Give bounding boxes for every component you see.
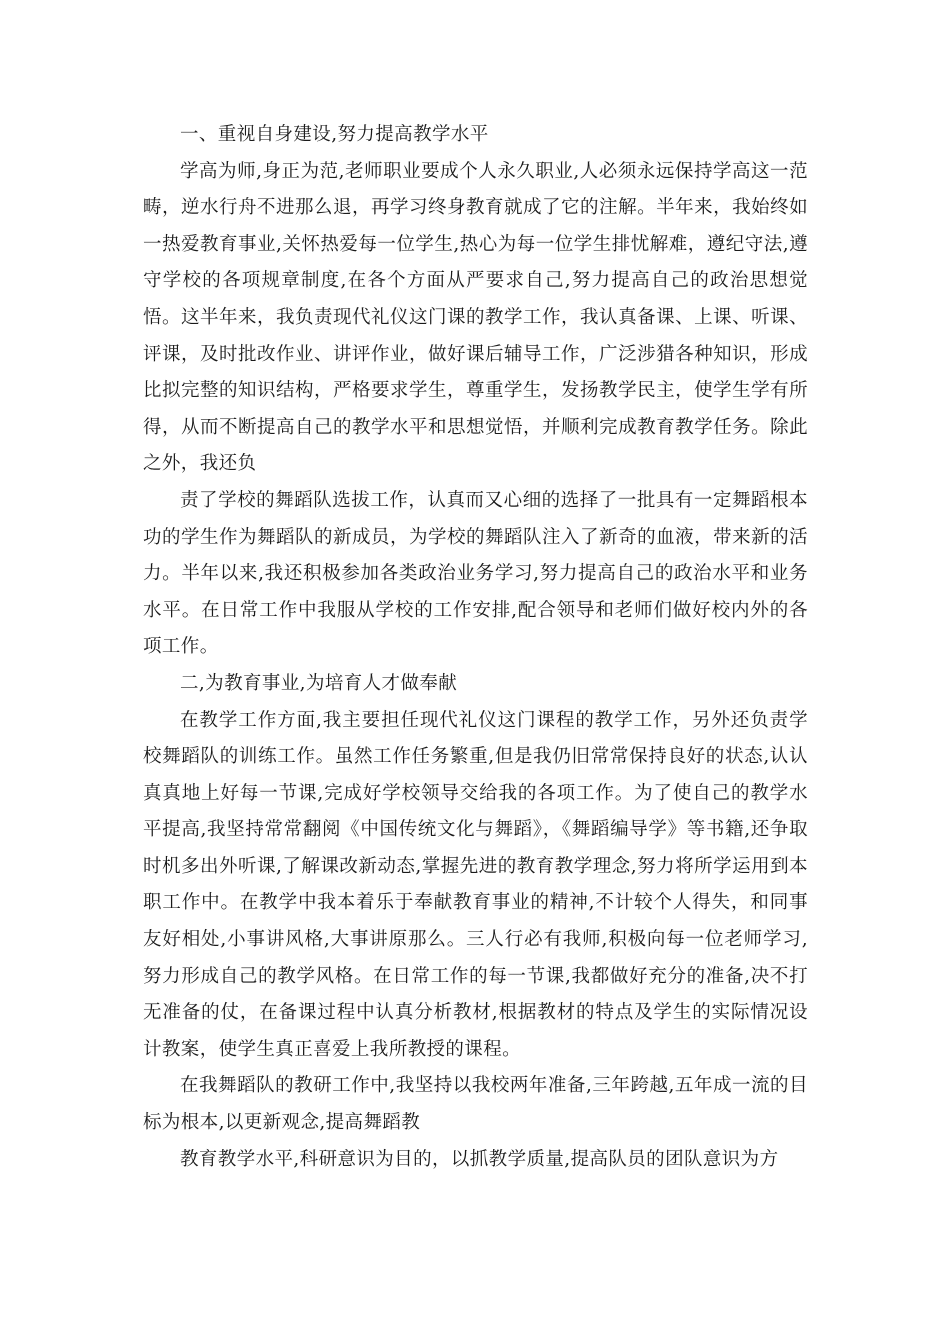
paragraph: 责了学校的舞蹈队选拔工作，认真而又心细的选择了一批具有一定舞蹈根本功的学生作为舞蹈队的新成员，为学校的舞蹈队注入了新奇的血液，带来新的活力。半年以来,我还积极参加各类政治业务学习,努力提高自己的政治水平和业务水平。在日常工作中我服从学校的工作安排,配合领导和老师们做好校内外的各项工作。 bbox=[143, 489, 808, 658]
paragraph: 学高为师,身正为范,老师职业要成个人永久职业,人必须永远保持学高这一范畴，逆水行舟不进那么退，再学习终身教育就成了它的注解。半年来，我始终如一热爱教育事业,关怀热爱每一位学生,热心为每一位学生排忧解难，遵纪守法,遵守学校的各项规章制度,在各个方面从严要求自己,努力提高自己的政治思想觉悟。这半年来，我负责现代礼仪这门课的教学工作，我认真备课、上课、听课、评课，及时批改作业、讲评作业，做好课后辅导工作，广泛涉猎各种知识，形成比拟完整的知识结构，严格要求学生，尊重学生，发扬教学民主，使学生学有所得，从而不断提高自己的教学水平和思想觉悟，并顺利完成教育教学任务。除此之外，我还负 bbox=[143, 160, 808, 475]
section-heading-2: 二,为教育事业,为培育人才做奉献 bbox=[180, 672, 458, 694]
paragraph: 在教学工作方面,我主要担任现代礼仪这门课程的教学工作，另外还负责学校舞蹈队的训练工作。虽然工作任务繁重,但是我仍旧常常保持良好的状态,认认真真地上好每一节课,完成好学校领导交给我的各项工作。为了使自己的教学水平提高,我坚持常常翻阅《中国传统文化与舞蹈》，《舞蹈编导学》等书籍,还争取时机多出外听课,了解课改新动态,掌握先进的教育教学理念,努力将所学运用到本职工作中。在教学中我本着乐于奉献教育事业的精神,不计较个人得失，和同事友好相处,小事讲风格,大事讲原那么。三人行必有我师,积极向每一位老师学习,努力形成自己的教学风格。在日常工作的每一节课,我都做好充分的准备,决不打无准备的仗，在备课过程中认真分析教材,根据教材的特点及学生的实际情况设计教案，使学生真正喜爱上我所教授的课程。 bbox=[143, 709, 808, 1060]
paragraph: 在我舞蹈队的教研工作中,我坚持以我校两年准备,三年跨越,五年成一流的目标为根本,以更新观念,提高舞蹈教 bbox=[143, 1075, 808, 1134]
paragraph: 教育教学水平,科研意识为目的，以抓教学质量,提高队员的团队意识为方 bbox=[180, 1148, 779, 1170]
section-heading-1: 一、重视自身建设,努力提高教学水平 bbox=[180, 124, 489, 145]
document-body bbox=[143, 117, 808, 1178]
